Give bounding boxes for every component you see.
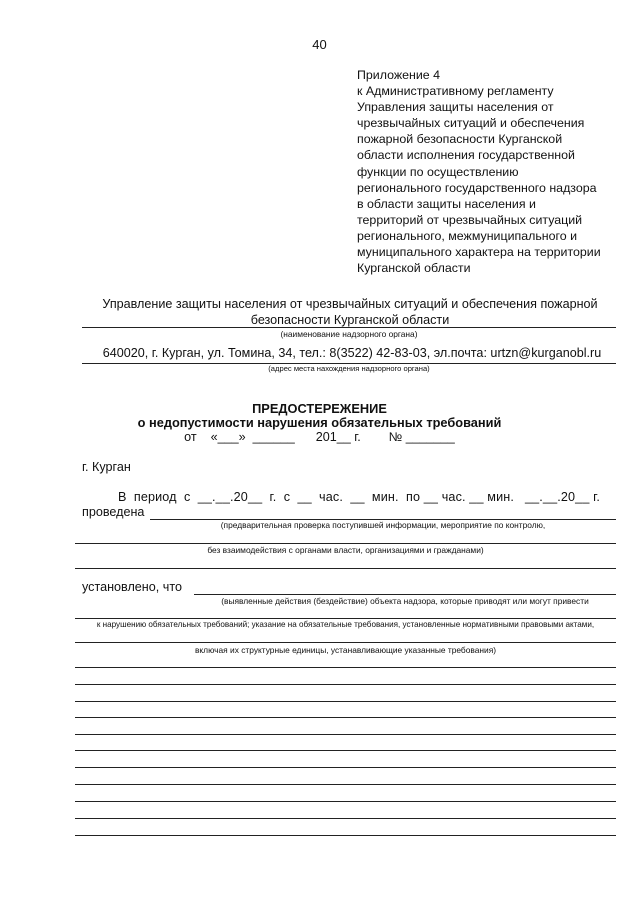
appendix-line: функции по осуществлению (357, 164, 519, 179)
document-date-line: от «___» ______ 201__ г. № _______ (184, 430, 455, 444)
established-line-2 (75, 618, 616, 619)
appendix-line: Управления защиты населения от (357, 100, 554, 115)
blank-line (75, 717, 616, 718)
appendix-line: территорий от чрезвычайных ситуаций (357, 212, 583, 227)
established-line-3 (75, 642, 616, 643)
appendix-line: регионального государственного надзора (357, 180, 597, 195)
blank-line (75, 767, 616, 768)
organization-name-underline (82, 327, 616, 328)
conducted-line-3 (75, 568, 616, 569)
document-title: ПРЕДОСТЕРЕЖЕНИЕ (252, 401, 387, 416)
blank-line (75, 784, 616, 785)
blank-line (75, 801, 616, 802)
established-caption: (выявленные действия (бездействие) объекта надзора, которые приводят или могут привести (221, 596, 589, 606)
appendix-line: к Административному регламенту (357, 84, 554, 99)
blank-line (75, 667, 616, 668)
blank-line (75, 818, 616, 819)
appendix-line: пожарной безопасности Курганской (357, 132, 563, 147)
conducted-caption: (предварительная проверка поступившей информации, мероприятие по контролю, (220, 520, 546, 530)
organization-name (84, 296, 616, 328)
appendix-line: Приложение 4 (357, 68, 441, 82)
appendix-block (357, 67, 625, 276)
established-label: установлено, что (82, 580, 182, 594)
organization-name-line2: безопасности Курганской области (250, 313, 450, 327)
blank-line (75, 701, 616, 702)
appendix-line: области исполнения государственной (357, 148, 575, 163)
organization-name-caption: (наименование надзорного органа) (280, 329, 418, 339)
organization-address-caption: (адрес места нахождения надзорного органа) (268, 364, 430, 373)
conducted-caption-2: без взаимодействия с органами власти, организациями и гражданами) (207, 545, 484, 555)
page-number: 40 (312, 37, 327, 52)
established-caption-3: включая их структурные единицы, устанавливающие указанные требования) (194, 645, 497, 655)
conducted-line-2 (75, 543, 616, 544)
blank-line (75, 734, 616, 735)
organization-address: 640020, г. Курган, ул. Томина, 34, тел.: 8(3522) 42-83-03, эл.почта: urtzn@kurganobl.ru (102, 346, 602, 360)
period-line: В период с __.__.20__ г. с __ час. __ мин. по __ час. __ мин. __.__.20__ г. (118, 490, 600, 504)
established-caption-2: к нарушению обязательных требований; указание на обязательные требования, установленные нормативными правовыми актами, (96, 620, 595, 629)
appendix-line: муниципального характера на территории (357, 245, 601, 260)
appendix-line: чрезвычайных ситуаций и обеспечения (357, 116, 585, 131)
established-line (194, 594, 616, 595)
appendix-line: в области защиты населения и (357, 196, 536, 211)
blank-line (75, 684, 616, 685)
document-subtitle: о недопустимости нарушения обязательных требований (137, 415, 502, 430)
conducted-label: проведена (82, 505, 145, 519)
appendix-line: регионального, межмуниципального и (357, 228, 578, 243)
organization-name-line1: Управление защиты населения от чрезвычайных ситуаций и обеспечения пожарной (102, 297, 598, 311)
blank-line (75, 835, 616, 836)
city: г. Курган (82, 460, 131, 474)
appendix-line: Курганской области (357, 261, 471, 276)
blank-line (75, 750, 616, 751)
